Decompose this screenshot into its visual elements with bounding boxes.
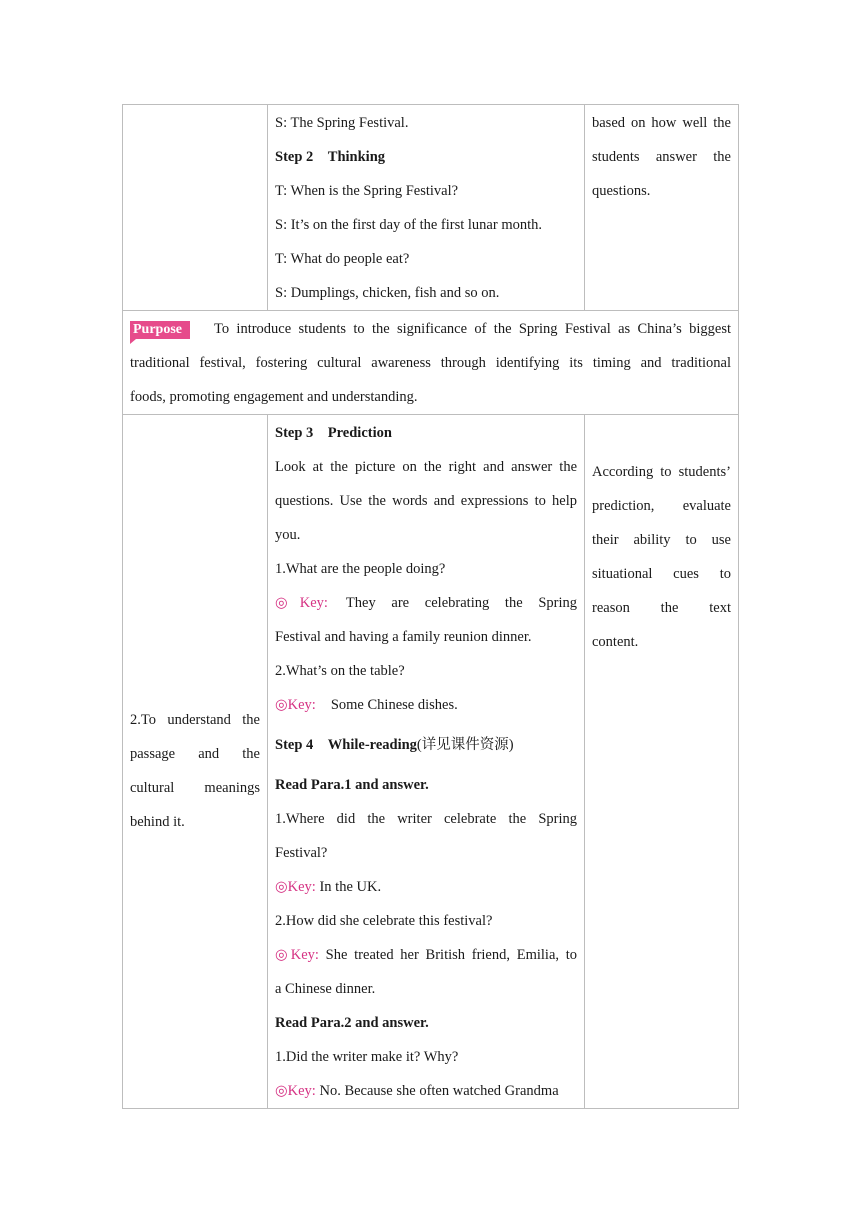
purpose-line: foods, promoting engagement and understanding.: [130, 389, 418, 405]
key-label: ◎Key:: [275, 947, 319, 963]
activity-cell: [268, 415, 585, 1109]
answer-line: Festival and having a family reunion dinner.: [275, 629, 532, 645]
evaluation-line: situational cues to: [592, 566, 731, 582]
objective-cell-empty: [123, 105, 268, 311]
purpose-text: To introduce students to the significance of the Spring Festival as China’s biggest: [214, 321, 731, 337]
table-row-purpose: [123, 311, 739, 415]
step-heading: Step 2 Thinking: [275, 149, 386, 165]
activity-line: T: What do people eat?: [275, 251, 410, 267]
evaluation-line: based on how well the: [592, 115, 731, 131]
key-label: ◎Key:: [275, 1083, 316, 1099]
activity-line: S: Dumplings, chicken, fish and so on.: [275, 285, 500, 301]
purpose-line: [130, 312, 731, 346]
answer-line: [275, 586, 577, 620]
answer-line: [275, 688, 577, 722]
question-line: 2.How did she celebrate this festival?: [275, 913, 493, 929]
objective-line: passage and the: [130, 745, 260, 762]
question-line: 1.Where did the writer celebrate the Spring: [275, 811, 577, 827]
activity-line: you.: [275, 527, 301, 543]
objective-line: 2.To understand the: [130, 711, 260, 728]
purpose-line: traditional festival, fostering cultural awareness through identifying its timing and traditional: [130, 355, 731, 371]
table-row-thinking: [123, 105, 739, 311]
answer-text: They are celebrating the Spring: [345, 595, 577, 611]
step-heading: Step 3 Prediction: [275, 425, 392, 441]
reading-heading: Read Para.2 and answer.: [275, 1015, 429, 1031]
evaluation-line: reason the text: [592, 600, 731, 616]
answer-text: Some Chinese dishes.: [330, 697, 458, 713]
evaluation-cell: [585, 105, 739, 311]
evaluation-line: According to students’: [592, 464, 731, 480]
lesson-plan-table: [122, 104, 739, 1109]
objective-line: behind it.: [130, 813, 185, 830]
objective-line: cultural meanings: [130, 779, 260, 796]
activity-line: T: When is the Spring Festival?: [275, 183, 459, 199]
activity-line: questions. Use the words and expressions to help: [275, 493, 577, 509]
table-row-reading: [123, 415, 739, 1109]
evaluation-line: content.: [592, 634, 639, 650]
key-label: ◎Key:: [275, 697, 316, 713]
reading-heading: Read Para.1 and answer.: [275, 777, 429, 793]
activity-line: S: It’s on the first day of the first lunar month.: [275, 217, 543, 233]
answer-text: She treated her British friend, Emilia, to: [325, 947, 578, 963]
evaluation-cell: [585, 415, 739, 1109]
answer-line: [275, 938, 577, 972]
evaluation-line: prediction, evaluate: [592, 498, 731, 514]
question-line: Festival?: [275, 845, 328, 861]
evaluation-line: questions.: [592, 183, 651, 199]
activity-cell: [268, 105, 585, 311]
key-label: ◎Key:: [275, 595, 328, 611]
objective-cell: [123, 415, 268, 1109]
answer-line: [275, 870, 577, 904]
purpose-cell: [123, 311, 739, 415]
question-line: 1.What are the people doing?: [275, 561, 446, 577]
step-heading: Step 4 While-reading(详见课件资源): [275, 737, 514, 753]
answer-line: [275, 1074, 577, 1108]
activity-line: S: The Spring Festival.: [275, 115, 409, 131]
question-line: 2.What’s on the table?: [275, 663, 405, 679]
purpose-tag: Purpose: [130, 321, 190, 339]
answer-text: In the UK.: [319, 879, 382, 895]
activity-line: Look at the picture on the right and answer the: [275, 459, 577, 475]
key-label: ◎Key:: [275, 879, 316, 895]
answer-text: No. Because she often watched Grandma: [319, 1083, 559, 1099]
answer-line: a Chinese dinner.: [275, 981, 376, 997]
evaluation-line: their ability to use: [592, 532, 731, 548]
evaluation-line: students answer the: [592, 149, 731, 165]
question-line: 1.Did the writer make it? Why?: [275, 1049, 459, 1065]
